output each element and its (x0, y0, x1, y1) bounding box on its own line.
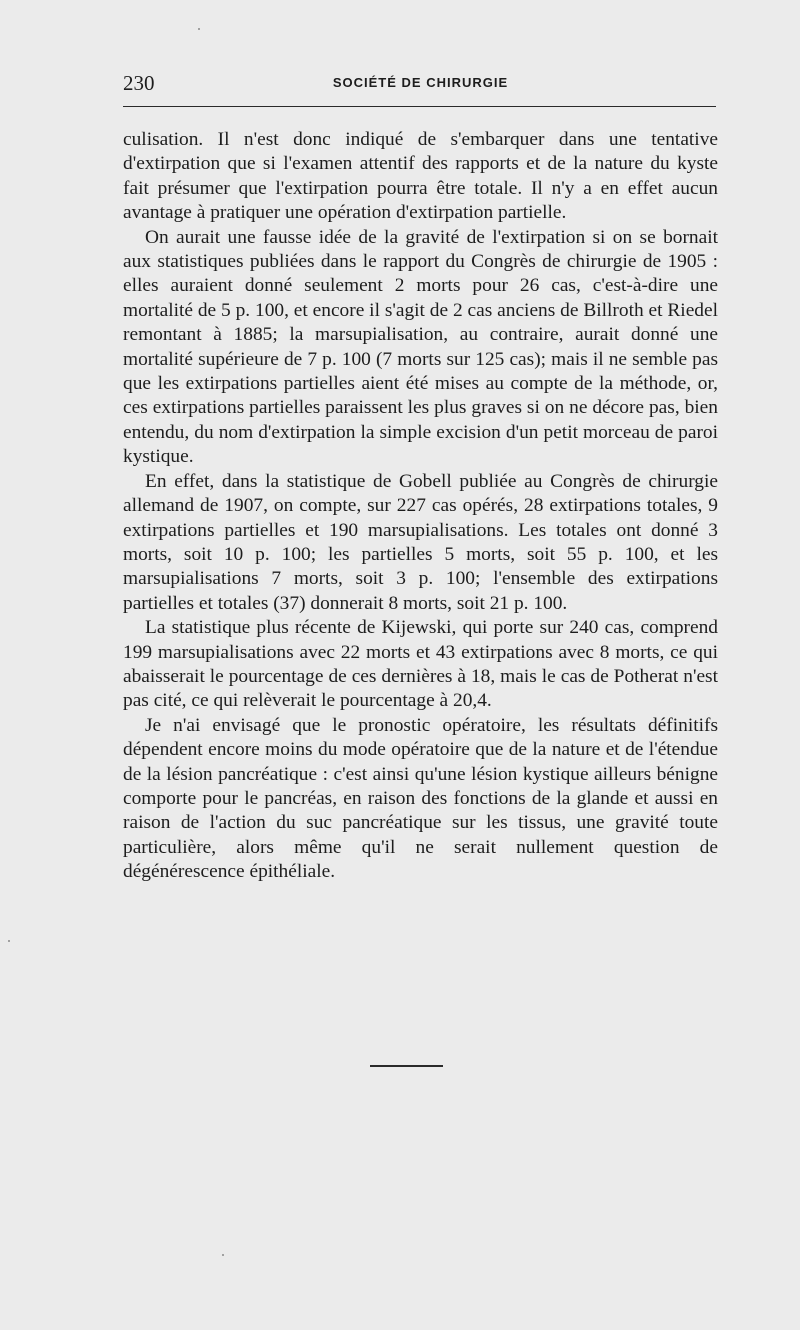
body-text (123, 128, 718, 885)
section-end-rule (370, 1065, 443, 1067)
paragraph-continuation: culisation. Il n'est donc indiqué de s'embarquer dans une tentative d'extirpation que si l'examen attentif des rapports et de la nature du kyste fait présumer que l'extirpation pourra être totale. Il n'y a en effet aucun avantage à pratiquer une opération d'extirpation partielle. (123, 129, 718, 224)
header-rule (123, 106, 716, 107)
paragraph-prognosis: Je n'ai envisagé que le pronostic opératoire, les résultats définitifs dépendent encore moins du mode opératoire que de la nature et de l'étendue de la lésion pancréatique : c'est ainsi qu'une lésion kystique ailleurs bénigne comporte pour le pancréas, en raison des fonctions de la glande et aussi en raison de l'action du suc pancréatique sur les tissus, une gravité toute particulière, alors même qu'il ne serait nullement question de dégénérescence épithéliale. (123, 714, 718, 883)
paragraph-gobell-statistics: En effet, dans la statistique de Gobell publiée au Congrès de chirurgie allemand de 1907, on compte, sur 227 cas opérés, 28 extirpations totales, 9 extirpations partielles et 190 marsupialisations. Les totales ont donné 3 morts, soit 10 p. 100; les partielles 5 morts, soit 55 p. 100, et les marsupialisations 7 morts, soit 3 p. 100; l'ensemble des extirpations partielles et totales (37) donnerait 8 morts, soit 21 p. 100. (123, 470, 718, 614)
page-number: 230 (123, 71, 155, 95)
paper-speck (198, 28, 200, 30)
paragraph-statistics-1905: On aurait une fausse idée de la gravité de l'extirpation si on se bornait aux statistiques publiées dans le rapport du Congrès de chirurgie de 1905 : elles auraient donné seulement 2 morts pour 26 cas, c'est-à-dire une mortalité de 5 p. 100, et encore il s'agit de 2 cas anciens de Billroth et Riedel remontant à 1885; la marsupialisation, au contraire, aurait donné une mortalité supérieure de 7 p. 100 (7 morts sur 125 cas); mais il ne semble pas que les extirpations partielles aient été mises au compte de la méthode, or, ces extirpations partielles paraissent les plus graves si on ne décore pas, bien entendu, du nom d'extirpation la simple excision d'un petit morceau de paroi kystique. (123, 226, 718, 468)
paragraph-kijewski-statistics: La statistique plus récente de Kijewski, qui porte sur 240 cas, comprend 199 marsupialisations avec 22 morts et 43 extirpations avec 8 morts, ce qui abaisserait le pourcentage de ces dernières à 18, mais le cas de Potherat n'est pas cité, ce qui relèverait le pourcentage à 20,4. (123, 617, 718, 712)
paper-speck (222, 1254, 224, 1256)
running-title: SOCIÉTÉ DE CHIRURGIE (332, 75, 509, 90)
paper-speck (8, 940, 10, 942)
page-header (123, 68, 718, 98)
